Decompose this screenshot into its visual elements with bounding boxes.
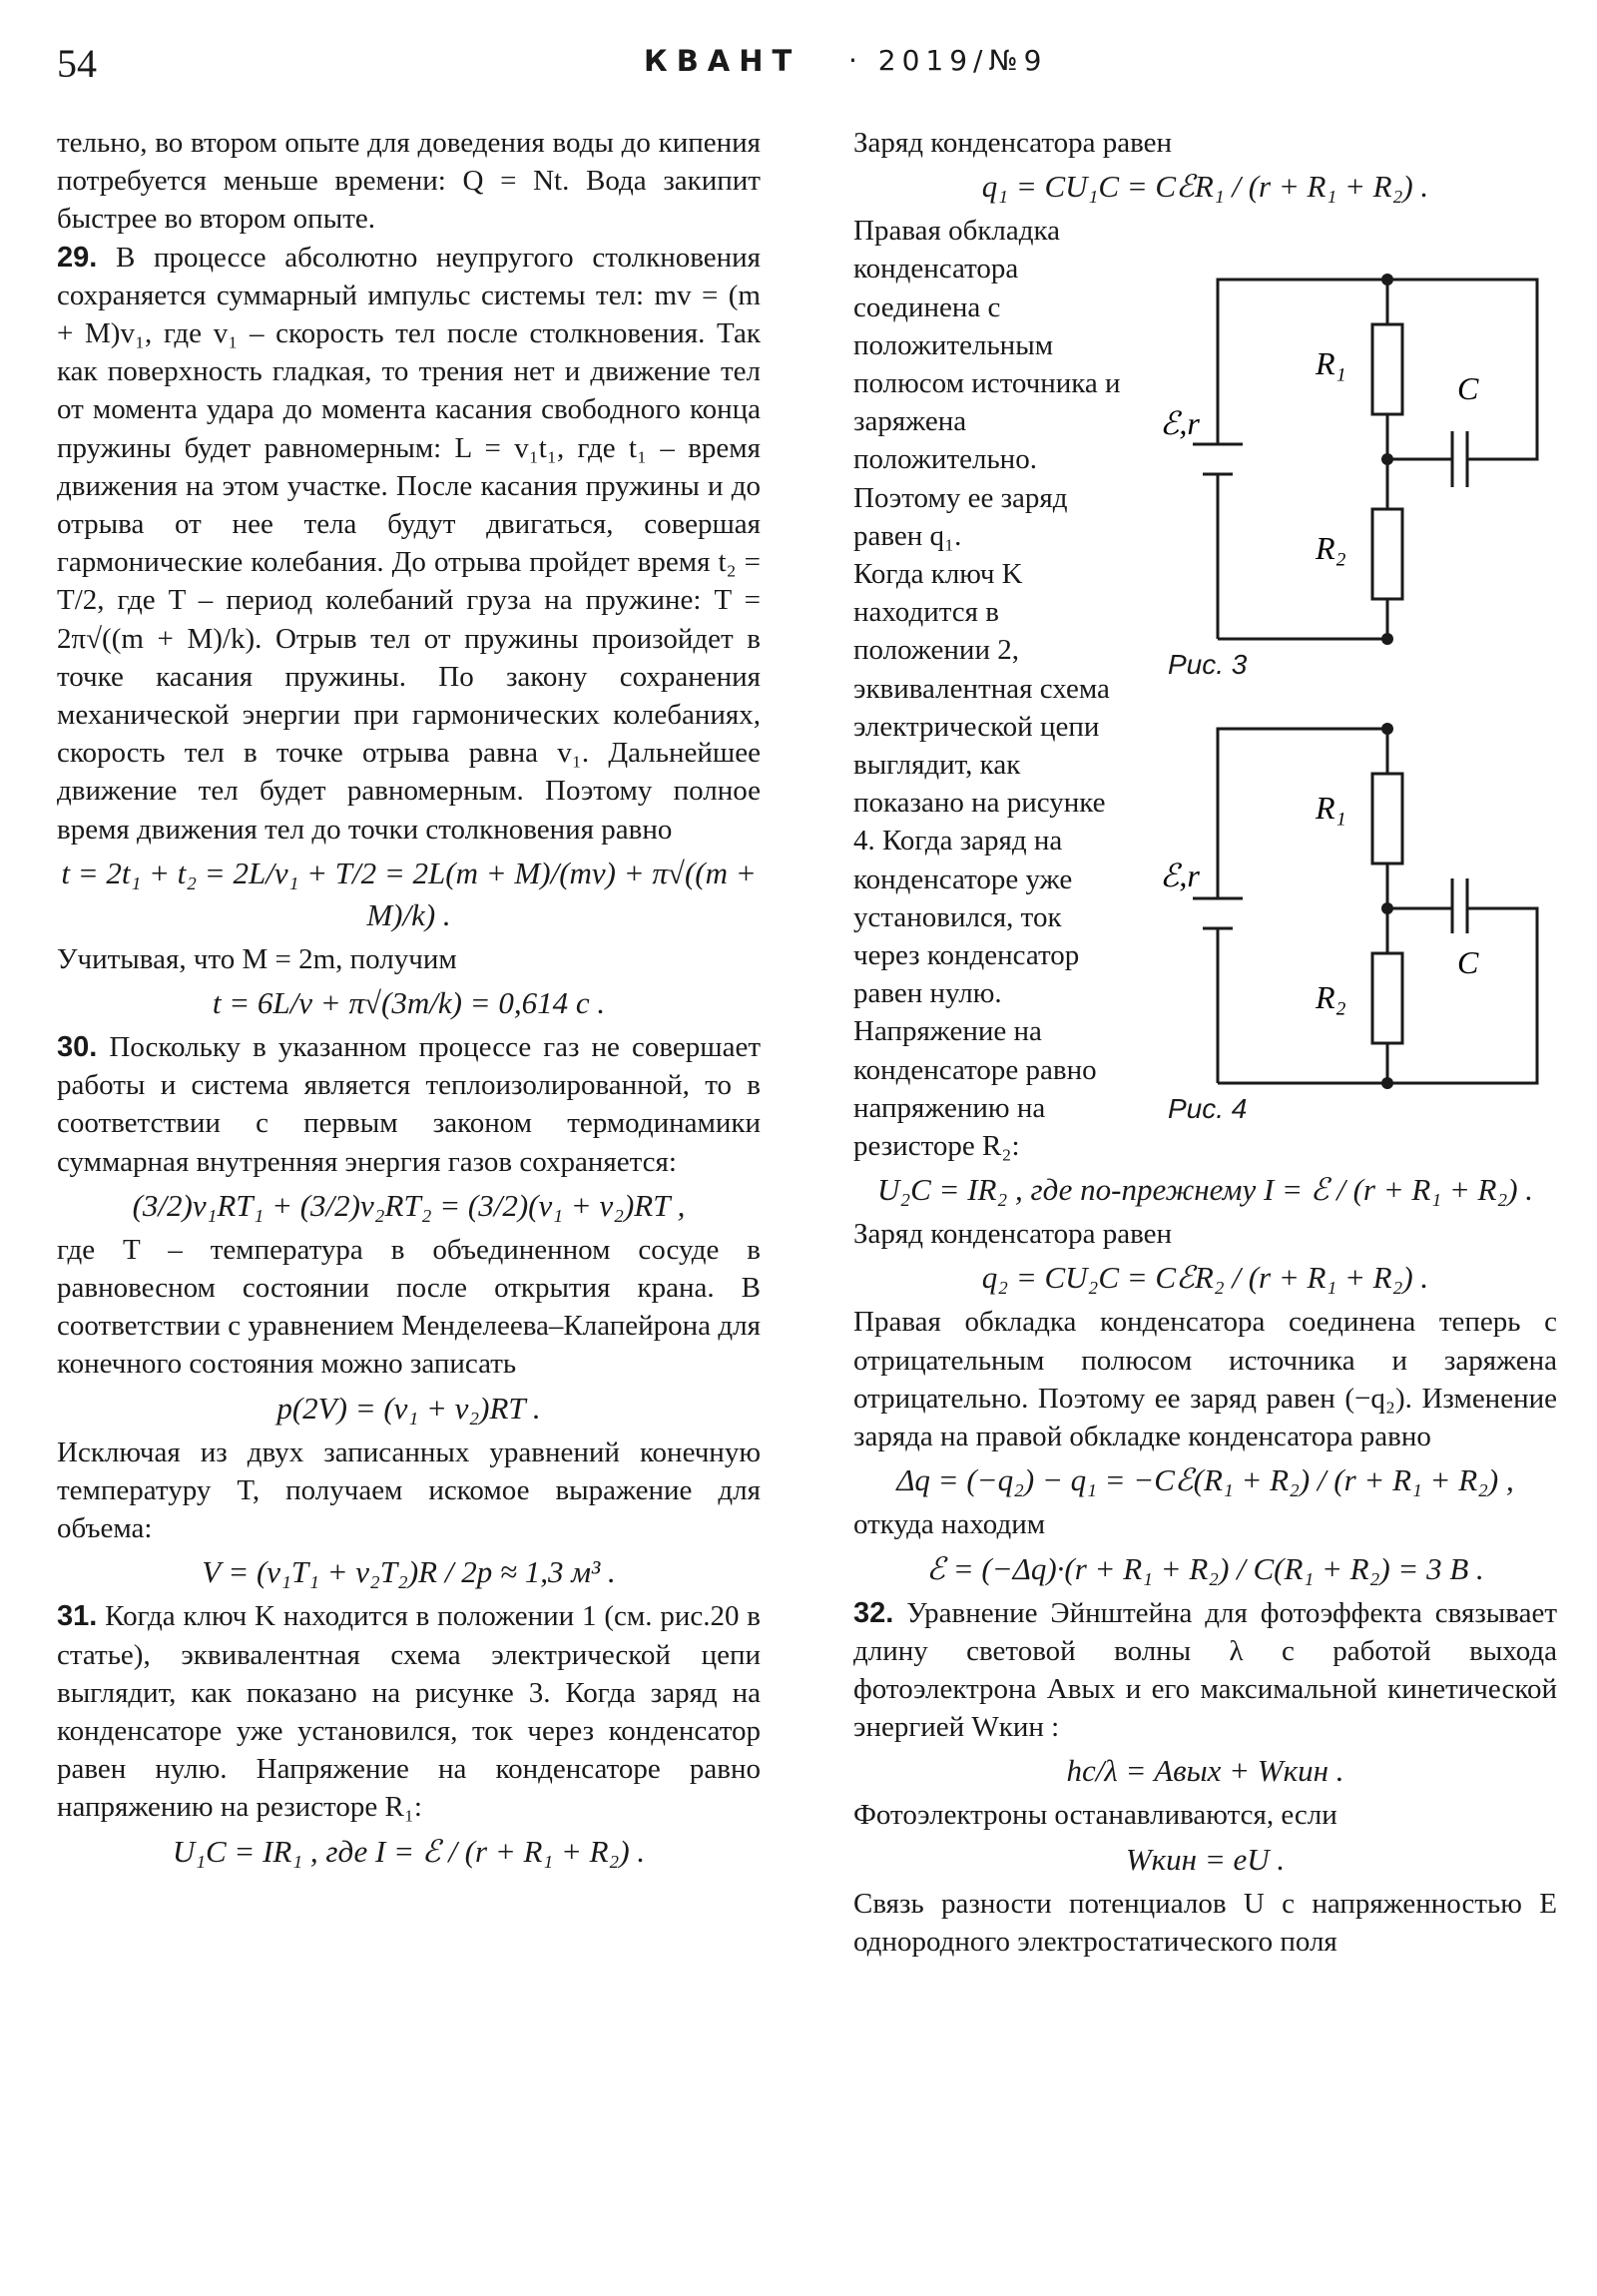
figure-3 (1148, 270, 1567, 689)
paragraph: Когда ключ K находится в положении 2, эквивалентная схема электрической цепи выглядит, как показано на рисунке 4. Когда заряд на конденсаторе уже установился, ток через конденсатор равен нулю. Напряжение на конденсаторе равно напряжению на резисторе R₂: (853, 558, 1110, 1163)
figure-3-caption: Рис. 3 (1168, 649, 1248, 680)
r1-label: R₁ (1316, 345, 1346, 381)
paragraph: Правая обкладка конденсатора соединена теперь с отрицательным полюсом источника и заряжена отрицательно. Поэтому ее заряд равен (−q₂). Изменение заряда на правой обкладке конденсатора равно (853, 1306, 1557, 1453)
figure-4 (1148, 719, 1567, 1098)
paragraph: Заряд конденсатора равен (853, 1218, 1173, 1251)
paragraph: тельно, во втором опыте для доведения воды до кипения потребуется меньше времени: Q = Nt. Вода закипит быстрее во втором опыте. (57, 127, 761, 236)
paragraph: Правая обкладка конденсатора соединена с положительным полюсом источника и заряжена положительно. Поэтому ее заряд равен q₁. (853, 215, 1121, 552)
capacitor-label: C (1457, 370, 1479, 406)
equation: (3/2)ν₁RT₁ + (3/2)ν₂RT₂ = (3/2)(ν₁ + ν₂)RT , (132, 1187, 686, 1223)
paragraph: где T – температура в объединенном сосуде в равновесном состоянии после открытия крана. В соответствии с уравнением Менделеева–Клапейрона для конечного состояния можно записать (57, 1233, 761, 1381)
paragraph: Учитывая, что M = 2m, получим (57, 942, 457, 975)
equation: q₁ = CU₁C = CℰR₁ / (r + R₁ + R₂) . (981, 169, 1429, 205)
problem-29 (57, 239, 761, 849)
equation: V = (ν₁T₁ + ν₂T₂)R / 2p ≈ 1,3 м³ . (202, 1554, 616, 1590)
journal-issue: · 2019/№9 (848, 44, 1048, 77)
problem-number: 31. (57, 1600, 98, 1633)
r1-label: R₁ (1316, 790, 1346, 826)
capacitor-label: C (1457, 944, 1479, 980)
equation: q₂ = CU₂C = CℰR₂ / (r + R₁ + R₂) . (981, 1260, 1429, 1296)
paragraph: Фотоэлектроны останавливаются, если (853, 1799, 1337, 1832)
equation: Wкин = eU . (1125, 1841, 1286, 1877)
problem-31 (57, 1597, 761, 1826)
paragraph: Уравнение Эйнштейна для фотоэффекта связывает длину световой волны λ с работой выхода фотоэлектрона Aвых и его максимальной кинетической энергией Wкин : (853, 1596, 1557, 1744)
source-label: ℰ,r (1160, 405, 1200, 441)
figure-4-caption: Рис. 4 (1168, 1093, 1248, 1124)
journal-title: КВАНТ (644, 44, 801, 78)
problem-number: 29. (57, 241, 98, 274)
equation: Δq = (−q₂) − q₁ = −Cℰ(R₁ + R₂) / (r + R₁ + R₂) , (896, 1462, 1514, 1498)
equation: hc/λ = Aвых + Wкин . (1066, 1753, 1344, 1789)
equation: t = 6L/v + π√(3m/k) = 0,614 с . (212, 985, 606, 1021)
problem-number: 32. (853, 1596, 894, 1629)
left-column (57, 124, 761, 1877)
page-number: 54 (57, 41, 97, 86)
equation: U₂C = IR₂ , где по-прежнему I = ℰ / (r + R₁ + R₂) . (876, 1172, 1534, 1208)
paragraph: откуда находим (853, 1508, 1046, 1541)
paragraph: Связь разности потенциалов U с напряженностью E однородного электростатического поля (853, 1887, 1557, 1958)
circuit-diagram-4 (1148, 719, 1567, 1098)
source-label: ℰ,r (1160, 858, 1200, 893)
equation: p(2V) = (ν₁ + ν₂)RT . (276, 1390, 541, 1426)
equation: ℰ = (−Δq)·(r + R₁ + R₂) / C(R₁ + R₂) = 3 В . (926, 1550, 1484, 1586)
paragraph: В процессе абсолютно неупругого столкновения сохраняется суммарный импульс системы тел: mv = (m + M)v₁, где v₁ – скорость тел после столкновения. Так как поверхность гладкая, то трения нет и движение тел от момента удара до момента касания свободного конца пружины будет равномерным: L = v₁t₁, где t₁ – время движения на этом участке. После касания пружины и до отрыва от нее тела будут двигаться, совершая гармонические колебания. До отрыва пройдет время t₂ = T/2, где T – период колебаний груза на пружине: T = 2π√((m + M)/k). Отрыв тел от пружины произойдет в точке касания пружины. По закону сохранения механической энергии при гармонических колебаниях, скорость тел в точке отрыва равна v₁. Дальнейшее движение тел будет равномерным. Поэтому полное время движения тел до точки столкновения равно (57, 241, 761, 846)
problem-30 (57, 1028, 761, 1181)
paragraph: Когда ключ K находится в положении 1 (см. рис.20 в статье), эквивалентная схема электрической цепи выглядит, как показано на рисунке 3. Когда заряд на конденсаторе уже установился, ток через конденсатор равен нулю. Напряжение на конденсаторе равно напряжению на резисторе R₁: (57, 1600, 761, 1824)
circuit-diagram-3 (1148, 270, 1567, 689)
problem-32 (853, 1594, 1557, 1747)
r2-label: R₂ (1316, 530, 1346, 566)
equation: t = 2t₁ + t₂ = 2L/v₁ + T/2 = 2L(m + M)/(mv) + π√((m + M)/k) . (61, 855, 757, 932)
paragraph: Поскольку в указанном процессе газ не совершает работы и система является теплоизолированной, то в соответствии с первым законом термодинамики суммарная внутренняя энергия газов сохраняется: (57, 1031, 761, 1178)
r2-label: R₂ (1316, 979, 1346, 1015)
paragraph: Исключая из двух записанных уравнений конечную температуру T, получаем искомое выражение для объема: (57, 1435, 761, 1545)
equation: U₁C = IR₁ , где I = ℰ / (r + R₁ + R₂) . (172, 1833, 646, 1869)
paragraph: Заряд конденсатора равен (853, 127, 1173, 159)
problem-number: 30. (57, 1031, 98, 1064)
